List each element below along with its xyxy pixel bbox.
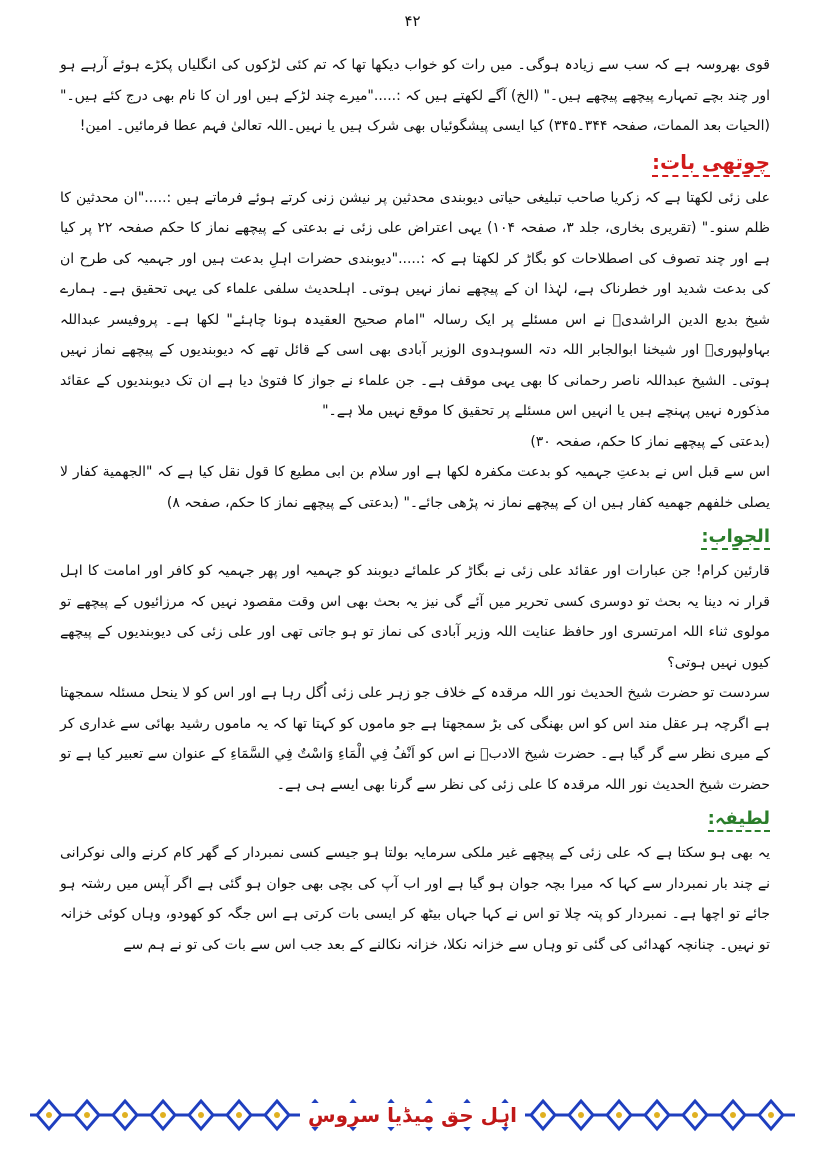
fourth-citation: (بدعتی کے پیچھے نماز کا حکم، صفحہ ۳۰)	[530, 433, 770, 450]
answer-paragraph-2: سردست تو حضرت شیخ الحدیث نور اللہ مرقدہ کے خلاف جو زہر علی زئی اُگل رہا ہے اور اس کو لا ینحل مسئلہ سمجھتا ہے اگرچہ ہر عقل مند اس کو اس بھنگی کی بڑ سمجھتا ہے جو ماموں کو کہتا تھا کہ یہ ماموں رشید بھائی سے غداری کر کے میری نظر سے گر گیا ہے۔ حضرت شیخ الادبؒ نے اس کو اَنْفُ فِي الْمَاءِ وَاسْتٌ فِي السَّمَاءِ کے عنوان سے تعبیر کیا ہے تو حضرت شیخ الحدیث نور اللہ مرقدہ کا علی زئی کی نظر سے گرنا بھی ایسے ہی ہے۔	[60, 685, 770, 793]
joke-paragraph: یہ بھی ہو سکتا ہے کہ علی زئی کے پیچھے غیر ملکی سرمایہ بولتا ہو جیسے کسی نمبردار کے گھر کام کرنے والی نوکرانی نے چند بار نمبردار سے کہا کہ میرا بچہ جوان ہو گیا ہے اور اب آپ کی بچی بھی جوان ہو گئی ہے اگر آپس میں رشتہ ہو جائے تو اچھا ہے۔ نمبردار کو پتہ چلا تو اس نے کہا جہاں بیٹھ کر ایسی بات کرتی ہے اس جگہ کو کھودو، وہاں کوئی خزانہ تو نہیں۔ چنانچہ کھدائی کی گئی تو وہاں سے خزانہ نکلا، خزانہ نکالنے کے بعد جب اس سے بات کی تو نے ہم سے	[60, 845, 770, 953]
fourth-paragraph-1: علی زئی لکھتا ہے کہ زکریا صاحب تبلیغی حیاتی دیوبندی محدثین پر نیشن زنی کرتے ہوئے فرماتے ہیں :....."ان محدثین کا ظلم سنو۔" (تقریری بخاری، جلد ۳، صفحہ ۱۰۴) یہی اعتراض علی زئی نے بدعتی کے پیچھے نماز کا حکم صفحہ ۲۲ پر کیا ہے اور چند تصوف کی اصطلاحات کو بگاڑ کر لکھتا ہے کہ :....."دیوبندی حضرات اہلِ بدعت ہیں اور جہمیہ کی طرح ان کی بدعت شدید اور خطرناک ہے، لہٰذا ان کے پیچھے نماز نہیں ہوتی۔ اہلحدیث سلفی علماء کی یہی تحقیق ہے۔ ہمارے شیخ بدیع الدین الراشدیؒ نے اس مسئلے پر ایک رسالہ "امام صحیح العقیدہ ہونا چاہئے" لکھا ہے۔ پروفیسر عبداللہ بہاولپوریؒ اور شیخنا ابوالجابر اللہ دتہ السوہدوی الوزیر آبادی بھی اسی کے قائل تھے کہ دیوبندیوں کے پیچھے نماز نہیں ہوتی۔ الشیخ عبداللہ ناصر رحمانی کا بھی یہی موقف ہے۔ جن علماء نے جواز کا فتویٰ دیا ہے ان تک دیوبندیوں کے عقائد مذکورہ نہیں پہنچے ہیں یا انہیں اس مسئلے پر تحقیق کا موقع نہیں ملا ہے۔"	[60, 189, 770, 419]
heading-joke-container	[60, 808, 770, 832]
heading-answer: الجواب:	[701, 526, 770, 550]
heading-answer-container	[60, 526, 770, 550]
brand-text	[30, 1103, 795, 1127]
brand-label: اہل حق میڈیا سروس	[300, 1103, 525, 1127]
page-number: ۴۲	[404, 12, 421, 30]
heading-fourth: چوتھی بات:	[652, 150, 770, 177]
answer-paragraph-1: قارئین کرام! جن عبارات اور عقائد علی زئی نے بگاڑ کر علمائے دیوبند کو جہمیہ اور پھر جہمیہ کو کافر اور امامت کا اہل قرار نہ دینا یہ بحث تو دوسری کسی تحریر میں آئے گی نیز یہ بحث بھی اس وقت مقصود نہیں کہ مرزائیوں کے پیچھے تو مولوی ثناء اللہ امرتسری اور حافظ عنایت اللہ وزیر آبادی کی نماز تو ہو جاتی تھی اور علی زئی کی دیوبندیوں کے پیچھے کیوں نہیں ہوتی؟	[60, 563, 770, 671]
fourth-paragraph-2: اس سے قبل اس نے بدعتِ جہمیہ کو بدعت مکفرہ لکھا ہے اور سلام بن ابی مطیع کا قول نقل کیا ہے کہ "الجهمية كفار لا يصلى خلفهم جهميه كفار ہیں ان کے پیچھے نماز نہ پڑھی جائے۔" (بدعتی کے پیچھے نماز کا حکم، صفحہ ۸)	[60, 464, 770, 511]
heading-joke: لطیفہ:	[708, 808, 770, 832]
intro-paragraph: قوی بھروسہ ہے کہ سب سے زیادہ ہوگی۔ میں رات کو خواب دیکھا تھا کہ تم کئی لڑکوں کی انگلیاں پکڑے ہوئے آرہے ہو اور چند بچے تمہارے پیچھے پیچھے ہیں۔" (الخ) آگے لکھتے ہیں کہ :....."میرے چند لڑکے ہیں اور ان کا نام بھی درج کئے ہیں۔" (الحیات بعد الممات، صفحہ ۳۴۴۔۳۴۵) کیا ایسی پیشگوئیاں بھی شرک ہیں یا نہیں۔اللہ تعالیٰ فہم عطا فرمائیں۔ امین!	[60, 57, 770, 134]
page-body	[60, 50, 770, 960]
heading-fourth-container	[60, 150, 770, 177]
footer-ornament	[30, 1095, 795, 1135]
